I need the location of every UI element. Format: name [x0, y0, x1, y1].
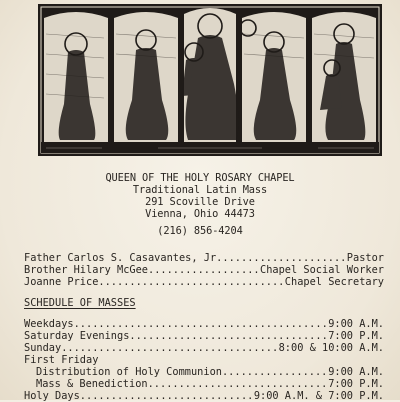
dot-leader: [148, 264, 260, 276]
staff-row: [24, 276, 384, 288]
schedule-heading: SCHEDULE OF MASSES: [24, 297, 136, 309]
staff-name: Father Carlos S. Casavantes, Jr.: [24, 252, 223, 264]
schedule-label: Distribution of Holy Communion: [36, 366, 222, 378]
chapel-name: QUEEN OF THE HOLY ROSARY CHAPEL: [105, 172, 295, 184]
schedule-label: Saturday Evenings: [24, 330, 130, 342]
staff-row: [24, 252, 384, 264]
staff-role: Chapel Social Worker: [260, 264, 384, 276]
schedule-row: [24, 342, 384, 354]
schedule-time: 7:00 P.M.: [328, 330, 384, 342]
dot-leader: [148, 378, 329, 390]
dot-leader: [80, 390, 254, 402]
staff-role: Pastor: [346, 252, 384, 264]
schedule-time: 9:00 A.M. & 7:00 P.M.: [253, 390, 384, 402]
schedule-time: 9:00 A.M.: [328, 366, 384, 378]
schedule-label: First Friday: [24, 354, 99, 366]
dot-leader: [129, 330, 328, 342]
phone-number: (216) 856-4204: [157, 225, 243, 237]
schedule-label: Holy Days: [24, 390, 80, 402]
schedule-row: [24, 366, 384, 378]
schedule-row: [24, 318, 384, 330]
schedule-label: Sunday: [24, 342, 62, 354]
dot-leader: [222, 252, 346, 264]
staff-name: Joanne Price: [24, 276, 99, 288]
schedule-label: Weekdays: [24, 318, 74, 330]
dot-leader: [74, 318, 329, 330]
schedule-label: Mass & Benediction: [36, 378, 148, 390]
staff-role: Chapel Secretary: [284, 276, 384, 288]
staff-name: Brother Hilary McGee: [24, 264, 148, 276]
schedule-row: [24, 354, 384, 366]
madonna-woodcut-illustration: [38, 4, 382, 156]
schedule-row: [24, 378, 384, 390]
schedule-row: [24, 390, 384, 402]
city-state-zip: Vienna, Ohio 44473: [145, 208, 255, 220]
dot-leader: [61, 342, 278, 354]
dot-leader: [222, 366, 328, 378]
schedule-row: [24, 330, 384, 342]
staff-row: [24, 264, 384, 276]
street-address: 291 Scoville Drive: [145, 196, 255, 208]
schedule-time: 7:00 P.M.: [328, 378, 384, 390]
mass-type: Traditional Latin Mass: [132, 184, 268, 196]
dot-leader: [98, 276, 284, 288]
schedule-time: 9:00 A.M.: [328, 318, 384, 330]
schedule-time: 8:00 & 10:00 A.M.: [278, 342, 384, 354]
